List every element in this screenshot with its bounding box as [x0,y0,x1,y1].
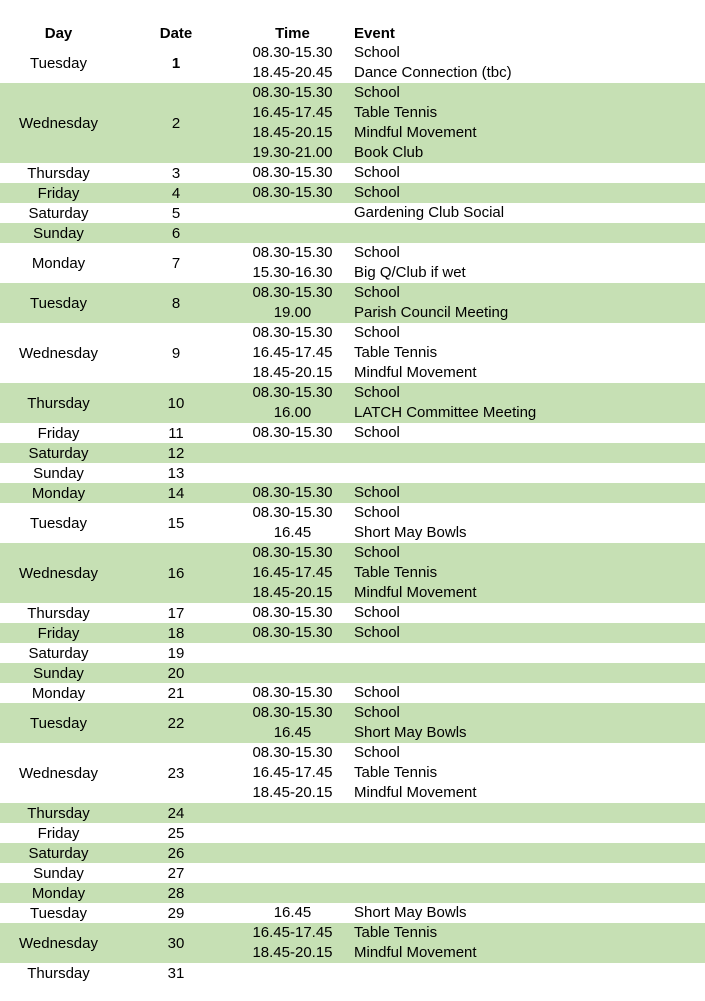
row-date: 16 [167,564,185,582]
row-day: Friday [37,824,80,842]
row-times [235,663,350,683]
event-name: School [354,184,400,201]
row-times [235,863,350,883]
event-name: School [354,324,400,341]
event-name: School [354,704,400,721]
event-time: 18.45-20.45 [252,64,333,81]
calendar-row [0,383,705,423]
event-time: 16.45-17.45 [252,344,333,361]
calendar-row [0,683,705,703]
row-times [235,163,350,183]
calendar-row [0,543,705,603]
event-name: School [354,84,400,101]
event-name [354,963,705,983]
event-time: 08.30-15.30 [252,164,333,181]
event-time [235,443,350,463]
row-date: 19 [167,644,185,662]
event-time: 08.30-15.30 [252,244,333,261]
row-times [235,203,350,223]
row-events [350,223,705,243]
event-name: Mindful Movement [354,784,477,801]
row-date: 8 [171,294,181,312]
event-time: 18.45-20.15 [252,944,333,961]
event-name: Dance Connection (tbc) [354,64,512,81]
row-date: 31 [167,964,185,982]
event-name: Mindful Movement [354,584,477,601]
row-times [235,543,350,603]
row-date: 1 [171,54,181,72]
row-times [235,243,350,283]
row-events [350,883,705,903]
event-time [235,863,350,883]
calendar-header [0,19,705,43]
row-times [235,603,350,623]
event-time: 08.30-15.30 [252,484,333,501]
header-day: Day [44,25,73,42]
calendar-row [0,643,705,663]
row-times [235,183,350,203]
calendar-row [0,923,705,963]
row-date: 7 [171,254,181,272]
calendar-row [0,223,705,243]
row-day: Wednesday [19,114,98,132]
event-name: School [354,244,400,261]
event-time [235,643,350,663]
row-day: Sunday [33,464,84,482]
event-name [354,463,705,483]
row-events [350,603,705,623]
calendar-row [0,663,705,683]
event-name: Mindful Movement [354,124,477,141]
row-day: Wednesday [19,764,98,782]
event-name: School [354,484,400,501]
row-day: Friday [37,424,80,442]
event-time: 08.30-15.30 [252,44,333,61]
event-name: School [354,744,400,761]
calendar-row [0,863,705,883]
row-day: Thursday [27,964,90,982]
row-date: 28 [167,884,185,902]
event-name [354,803,705,823]
event-time: 18.45-20.15 [252,124,333,141]
event-time: 08.30-15.30 [252,604,333,621]
calendar-row [0,203,705,223]
row-times [235,323,350,383]
event-name: School [354,44,400,61]
row-date: 22 [167,714,185,732]
calendar-row [0,703,705,743]
row-date: 3 [171,164,181,182]
event-name: Mindful Movement [354,944,477,961]
calendar-row [0,463,705,483]
row-events [350,703,705,743]
calendar-row [0,903,705,923]
row-times [235,963,350,983]
event-time: 16.45-17.45 [252,764,333,781]
row-events [350,163,705,183]
event-time [235,223,350,243]
event-name: School [354,164,400,181]
row-events [350,503,705,543]
row-date: 13 [167,464,185,482]
row-events [350,83,705,163]
events-calendar [0,19,705,983]
event-time: 08.30-15.30 [252,384,333,401]
event-time [235,843,350,863]
event-time: 08.30-15.30 [252,184,333,201]
event-name: Table Tennis [354,764,438,781]
event-time [235,803,350,823]
row-times [235,423,350,443]
calendar-row [0,623,705,643]
row-times [235,923,350,963]
row-events [350,803,705,823]
row-times [235,683,350,703]
row-day: Sunday [33,224,84,242]
header-event: Event [354,25,395,42]
row-events [350,843,705,863]
row-day: Thursday [27,394,90,412]
event-time: 19.00 [273,304,312,321]
row-events [350,283,705,323]
event-time: 18.45-20.15 [252,364,333,381]
calendar-row [0,803,705,823]
event-time [235,663,350,683]
event-name: Parish Council Meeting [354,304,509,321]
row-events [350,463,705,483]
row-times [235,803,350,823]
event-time: 18.45-20.15 [252,784,333,801]
row-events [350,683,705,703]
calendar-row [0,503,705,543]
event-time: 08.30-15.30 [252,684,333,701]
row-date: 24 [167,804,185,822]
row-date: 29 [167,904,185,922]
calendar-row [0,823,705,843]
event-name: LATCH Committee Meeting [354,404,537,421]
row-date: 5 [171,204,181,222]
event-name: School [354,544,400,561]
row-events [350,963,705,983]
row-day: Tuesday [30,714,87,732]
row-date: 21 [167,684,185,702]
row-times [235,823,350,843]
row-events [350,643,705,663]
row-day: Sunday [33,664,84,682]
event-name: Table Tennis [354,564,438,581]
event-time: 19.30-21.00 [252,144,333,161]
row-date: 25 [167,824,185,842]
row-day: Tuesday [30,904,87,922]
event-name [354,823,705,843]
row-date: 26 [167,844,185,862]
event-name: School [354,604,400,621]
event-time: 08.30-15.30 [252,424,333,441]
event-name: Mindful Movement [354,364,477,381]
row-day: Friday [37,624,80,642]
event-name: School [354,284,400,301]
event-time [235,203,350,223]
calendar-body [0,43,705,983]
event-name [354,223,705,243]
row-day: Wednesday [19,564,98,582]
event-time: 08.30-15.30 [252,544,333,561]
row-date: 2 [171,114,181,132]
event-time: 16.45-17.45 [252,564,333,581]
row-date: 14 [167,484,185,502]
event-name: Table Tennis [354,104,438,121]
row-times [235,43,350,83]
row-day: Sunday [33,864,84,882]
row-events [350,323,705,383]
event-time: 16.45 [273,524,312,541]
event-time: 08.30-15.30 [252,324,333,341]
row-day: Monday [31,884,86,902]
row-events [350,823,705,843]
event-name: Book Club [354,144,424,161]
row-events [350,383,705,423]
header-date: Date [159,25,193,42]
row-date: 6 [171,224,181,242]
event-name [354,883,705,903]
row-times [235,483,350,503]
row-date: 4 [171,184,181,202]
calendar-row [0,483,705,503]
event-name: Table Tennis [354,344,438,361]
event-time: 08.30-15.30 [252,84,333,101]
calendar-row [0,183,705,203]
event-name: School [354,424,400,441]
row-day: Tuesday [30,514,87,532]
row-times [235,903,350,923]
event-time: 18.45-20.15 [252,584,333,601]
row-events [350,183,705,203]
row-events [350,203,705,223]
row-day: Tuesday [30,294,87,312]
row-times [235,623,350,643]
event-time: 08.30-15.30 [252,504,333,521]
row-events [350,443,705,463]
row-times [235,643,350,663]
row-times [235,463,350,483]
row-times [235,503,350,543]
event-name: School [354,684,400,701]
calendar-row [0,743,705,803]
event-name: Short May Bowls [354,724,467,741]
event-time [235,883,350,903]
event-name: School [354,624,400,641]
event-name: School [354,504,400,521]
calendar-row [0,603,705,623]
calendar-row [0,423,705,443]
row-events [350,663,705,683]
event-time: 08.30-15.30 [252,624,333,641]
row-events [350,483,705,503]
row-day: Saturday [28,844,89,862]
row-date: 11 [168,424,184,442]
row-times [235,883,350,903]
event-time: 16.45 [273,724,312,741]
row-events [350,923,705,963]
row-date: 18 [167,624,185,642]
row-events [350,543,705,603]
event-name: Big Q/Club if wet [354,264,466,281]
row-day: Wednesday [19,934,98,952]
event-time: 15.30-16.30 [252,264,333,281]
row-events [350,243,705,283]
row-events [350,43,705,83]
event-time: 08.30-15.30 [252,704,333,721]
calendar-row [0,843,705,863]
event-name [354,663,705,683]
row-day: Monday [31,684,86,702]
event-name [354,443,705,463]
event-name [354,643,705,663]
event-name [354,863,705,883]
row-date: 27 [167,864,185,882]
row-date: 30 [167,934,185,952]
row-date: 20 [167,664,185,682]
row-date: 12 [167,444,185,462]
event-time: 16.45-17.45 [252,924,333,941]
row-date: 15 [167,514,185,532]
row-times [235,383,350,423]
calendar-row [0,43,705,83]
calendar-row [0,443,705,463]
row-events [350,423,705,443]
event-time: 16.00 [273,404,312,421]
row-events [350,743,705,803]
row-date: 17 [167,604,185,622]
event-name: Short May Bowls [354,904,467,921]
row-day: Friday [37,184,80,202]
calendar-row [0,163,705,183]
event-time [235,823,350,843]
row-times [235,843,350,863]
row-events [350,623,705,643]
row-day: Thursday [27,804,90,822]
event-name: Gardening Club Social [354,204,505,221]
row-date: 10 [167,394,185,412]
event-time [235,463,350,483]
row-events [350,903,705,923]
row-times [235,283,350,323]
row-times [235,703,350,743]
row-events [350,863,705,883]
event-name: Table Tennis [354,924,438,941]
event-name: School [354,384,400,401]
calendar-row [0,243,705,283]
row-day: Monday [31,484,86,502]
calendar-row [0,883,705,903]
row-day: Tuesday [30,54,87,72]
row-day: Thursday [27,604,90,622]
event-time: 16.45 [273,904,312,921]
row-times [235,443,350,463]
event-time: 16.45-17.45 [252,104,333,121]
row-day: Saturday [28,444,89,462]
calendar-row [0,283,705,323]
event-time: 08.30-15.30 [252,284,333,301]
row-day: Monday [31,254,86,272]
row-times [235,83,350,163]
calendar-row [0,963,705,983]
calendar-row [0,83,705,163]
event-name [354,843,705,863]
row-date: 23 [167,764,185,782]
row-day: Saturday [28,204,89,222]
event-name: Short May Bowls [354,524,467,541]
row-date: 9 [171,344,181,362]
row-day: Wednesday [19,344,98,362]
event-time [235,963,350,983]
row-day: Thursday [27,164,90,182]
event-time: 08.30-15.30 [252,744,333,761]
row-times [235,223,350,243]
row-day: Saturday [28,644,89,662]
calendar-row [0,323,705,383]
row-times [235,743,350,803]
header-time: Time [275,25,310,42]
